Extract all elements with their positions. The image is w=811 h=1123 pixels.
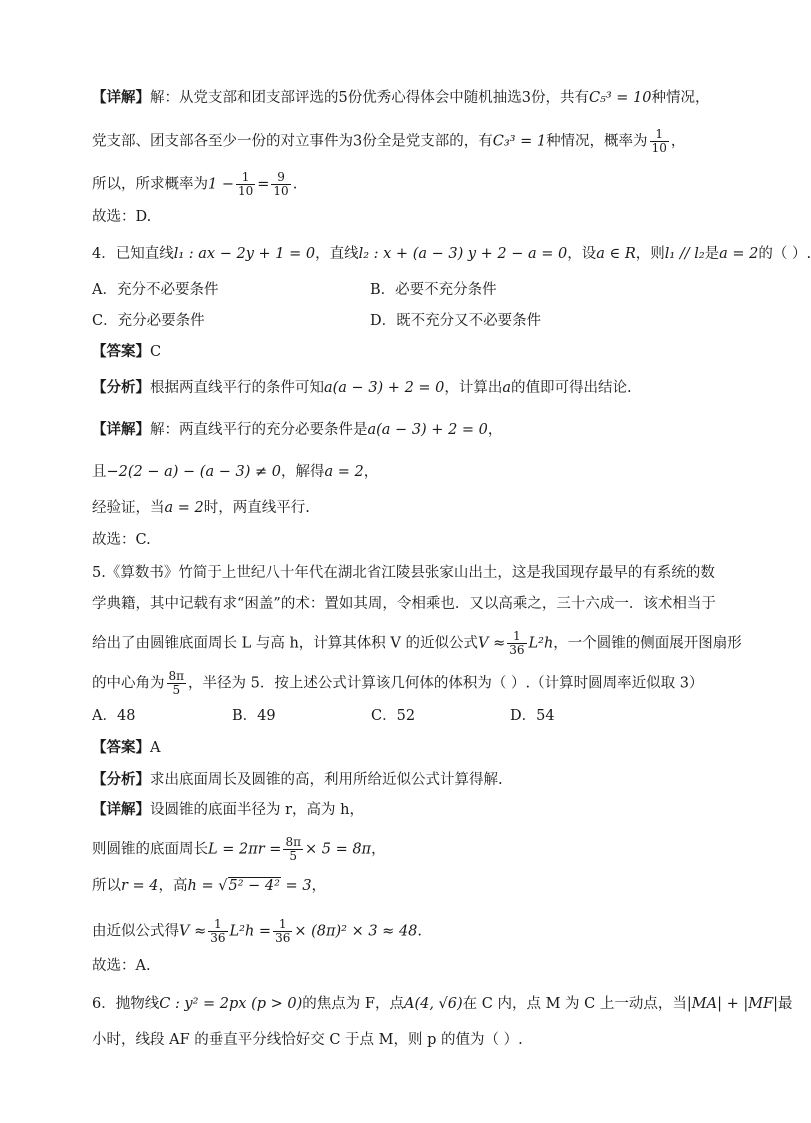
q5-answer: 【答案】A [92, 739, 161, 756]
q4-option-b: B．必要不充分条件 [370, 282, 497, 298]
detail-tag: 【详解】 [92, 89, 150, 106]
fraction: $\frac{9}{10}$ [273, 170, 289, 198]
q5-detail-line4: 由近似公式得V ≈ $\frac{1}{36}$ L²h = $\frac{1}{36}$ × (8π)² × 3 ≈ 48. [92, 917, 423, 945]
q5-detail-line3: 所以r = 4，高h = √5² − 4² = 3， [92, 878, 327, 894]
q5-option-a: A．48 [92, 708, 136, 724]
q5-option-b: B．49 [232, 708, 276, 724]
q4-analysis: 【分析】根据两直线平行的条件可知a(a − 3) + 2 = 0，计算出a的值即可得出结论. [92, 379, 632, 396]
q5-stem-line4: 的中心角为 $\frac{8\pi}{5}$ ，半径为 5．按上述公式计算该几何体的体积为（ ）.（计算时圆周率近似取 3） [92, 669, 704, 697]
q5-option-c: C．52 [371, 708, 416, 724]
q3-detail-line3: 所以，所求概率为1 − $\frac{1}{10}$ = $\frac{9}{10}$ . [92, 170, 298, 198]
q5-analysis: 【分析】求出底面周长及圆锥的高，利用所给近似公式计算得解. [92, 771, 503, 788]
fraction: $\frac{1}{36}$ [210, 917, 226, 945]
q3-detail-line1: 【详解】解：从党支部和团支部评选的5份优秀心得体会中随机抽选3份，共有C₅³ = 10种情况， [92, 89, 710, 106]
q5-detail-line2: 则圆锥的底面周长L = 2πr = $\frac{8\pi}{5}$ × 5 = 8π， [92, 835, 386, 863]
q4-detail-line3: 经验证，当a = 2时，两直线平行. [92, 500, 310, 516]
q4-detail: 【详解】解：两直线平行的充分必要条件是a(a − 3) + 2 = 0， [92, 421, 503, 438]
q5-detail: 【详解】设圆锥的底面半径为 r，高为 h， [92, 801, 364, 818]
q4-answer: 【答案】C [92, 343, 162, 360]
q4-stem: 4．已知直线l₁ : ax − 2y + 1 = 0，直线l₂ : x + (a − 3) y + 2 − a = 0，设a ∈ R，则l₁ // l₂是a = 2的（ ）. [92, 246, 811, 262]
fraction: $\frac{1}{36}$ [275, 917, 291, 945]
q4-option-a: A．充分不必要条件 [92, 282, 219, 298]
q5-stem-line3: 给出了由圆锥底面周长 L 与高 h，计算其体积 V 的近似公式V ≈ $\frac{1}{36}$ L²h，一个圆锥的侧面展开图扇形 [92, 629, 742, 657]
q6-stem-line2: 小时，线段 AF 的垂直平分线恰好交 C 于点 M，则 p 的值为（ ）. [92, 1032, 523, 1048]
q4-conclusion: 故选：C. [92, 532, 151, 548]
fraction: $\frac{1}{10}$ [651, 127, 667, 155]
fraction: $\frac{1}{10}$ [237, 170, 254, 198]
fraction: $\frac{1}{36}$ [509, 629, 525, 657]
q4-detail-line2: 且−2(2 − a) − (a − 3) ≠ 0，解得a = 2， [92, 464, 379, 480]
q5-stem-line2: 学典籍，其中记载有求“困盖”的术：置如其周，令相乘也．又以高乘之，三十六成一．该术相当于 [92, 596, 716, 612]
q5-option-d: D．54 [510, 708, 555, 724]
fraction: $\frac{8\pi}{5}$ [168, 669, 185, 697]
q3-conclusion: 故选：D. [92, 209, 152, 225]
q5-stem-line1: 5.《算数书》竹简于上世纪八十年代在湖北省江陵县张家山出土，这是我国现存最早的有系统的数 [92, 565, 715, 581]
q6-stem-line1: 6．抛物线C : y² = 2px (p > 0)的焦点为 F，点A(4, √6)在 C 内，点 M 为 C 上一动点，当|MA| + |MF|最 [92, 996, 793, 1012]
q5-conclusion: 故选：A. [92, 958, 151, 974]
q3-detail-line2: 党支部、团支部各至少一份的对立事件为3份全是党支部的，有C₃³ = 1种情况，概率为 $\frac{1}{10}$ ， [92, 127, 686, 155]
fraction: $\frac{8\pi}{5}$ [285, 835, 301, 863]
q4-option-c: C．充分必要条件 [92, 313, 205, 329]
q4-option-d: D．既不充分又不必要条件 [370, 313, 542, 329]
